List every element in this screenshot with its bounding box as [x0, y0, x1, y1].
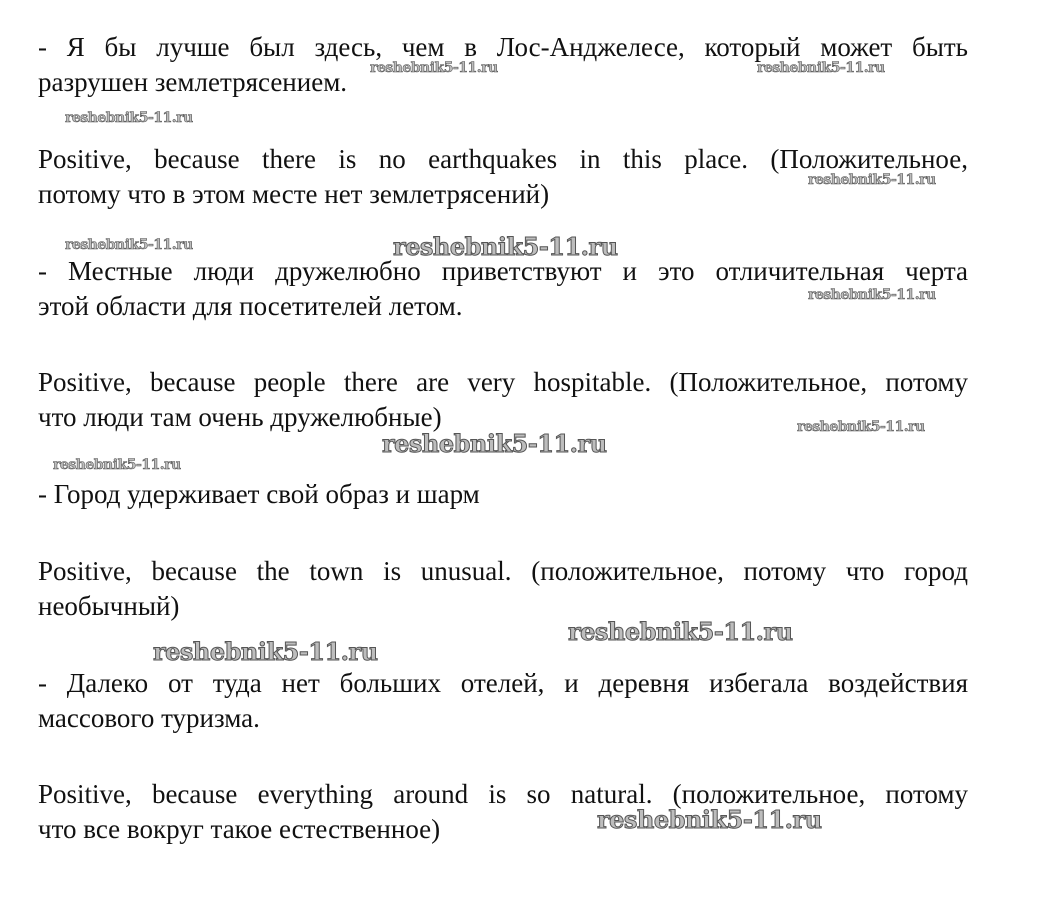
- text-line: - Местные люди дружелюбно приветствуют и это отличительная черта: [38, 256, 968, 286]
- paragraph-statement-4: [38, 666, 968, 736]
- text-line: что люди там очень дружелюбные): [38, 402, 442, 432]
- text-line: Positive, because there is no earthquakes in this place. (Положительное,: [38, 144, 968, 174]
- watermark: reshebnik5-11.ru: [808, 287, 936, 303]
- text-line: - Город удерживает свой образ и шарм: [38, 479, 480, 509]
- watermark: reshebnik5-11.ru: [370, 60, 498, 76]
- watermark: reshebnik5-11.ru: [65, 237, 193, 253]
- text-line: Positive, because people there are very hospitable. (Положительное, потому: [38, 367, 968, 397]
- text-line: потому что в этом месте нет землетрясений): [38, 179, 550, 209]
- watermark: reshebnik5-11.ru: [53, 457, 181, 473]
- text-line: этой области для посетителей летом.: [38, 291, 463, 321]
- watermark: reshebnik5-11.ru: [382, 429, 607, 458]
- text-line: Positive, because everything around is so natural. (положительное, потому: [38, 779, 968, 809]
- text-line: массового туризма.: [38, 703, 260, 733]
- watermark: reshebnik5-11.ru: [757, 60, 885, 76]
- text-line: разрушен землетрясением.: [38, 67, 348, 97]
- watermark: reshebnik5-11.ru: [153, 637, 378, 666]
- watermark: reshebnik5-11.ru: [568, 617, 793, 646]
- watermark: reshebnik5-11.ru: [797, 419, 925, 435]
- paragraph-statement-3: [38, 477, 968, 512]
- watermark: reshebnik5-11.ru: [393, 232, 618, 261]
- watermark: reshebnik5-11.ru: [597, 805, 822, 834]
- text-line: необычный): [38, 591, 180, 621]
- paragraph-answer-3: [38, 554, 968, 624]
- text-line: - Я бы лучше был здесь, чем в Лос-Анджелесе, который может быть: [38, 32, 968, 62]
- watermark: reshebnik5-11.ru: [808, 172, 936, 188]
- text-line: Positive, because the town is unusual. (положительное, потому что город: [38, 556, 968, 586]
- watermark: reshebnik5-11.ru: [65, 110, 193, 126]
- paragraph-answer-4: [38, 777, 968, 847]
- text-line: что все вокруг такое естественное): [38, 814, 441, 844]
- text-line: - Далеко от туда нет больших отелей, и деревня избегала воздействия: [38, 668, 968, 698]
